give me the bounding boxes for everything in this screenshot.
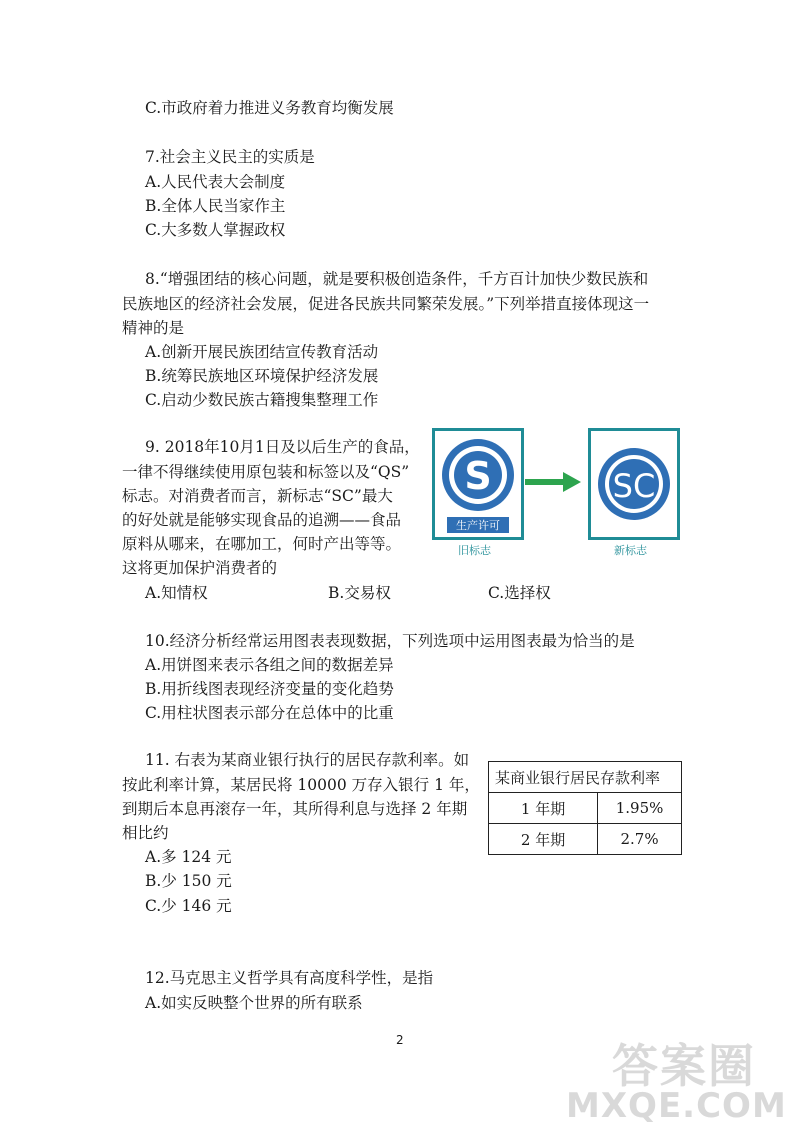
option-q7-c: C.大多数人掌握政权 — [145, 221, 286, 239]
qs-logo-icon — [435, 431, 521, 537]
question-9-line-3: 标志。对消费者而言，新标志“SC”最大 — [122, 487, 393, 505]
option-q9-b: B.交易权 — [328, 584, 391, 602]
table-title: 某商业银行居民存款利率 — [489, 762, 682, 793]
question-8-line-2: 民族地区的经济社会发展，促进各民族共同繁荣发展。”下列举措直接体现这一 — [122, 295, 650, 313]
question-9-line-5: 原料从哪来，在哪加工，何时产出等等。 — [122, 535, 402, 553]
question-11-line-4: 相比约 — [122, 824, 169, 842]
question-8-line-3: 精神的是 — [122, 319, 185, 337]
option-q6-c: C.市政府着力推进义务教育均衡发展 — [145, 99, 394, 117]
qs-label: 生产许可 — [456, 519, 500, 532]
sc-letters: SC — [612, 467, 656, 505]
table-row — [489, 824, 682, 855]
option-q8-b: B.统筹民族地区环境保护经济发展 — [145, 367, 379, 385]
term-cell: 1 年期 — [489, 793, 598, 824]
option-q7-a: A.人民代表大会制度 — [145, 173, 286, 191]
deposit-rate-table — [488, 761, 682, 855]
table-header-row — [489, 762, 682, 793]
rate-cell: 2.7% — [598, 824, 682, 855]
option-q8-a: A.创新开展民族团结宣传教育活动 — [145, 343, 379, 361]
question-11-line-1: 11. 右表为某商业银行执行的居民存款利率。如 — [145, 751, 470, 769]
option-q10-c: C.用柱状图表示部分在总体中的比重 — [145, 704, 394, 722]
option-q11-a: A.多 124 元 — [145, 848, 232, 866]
arrow-right-icon — [525, 470, 581, 498]
question-9-line-2: 一律不得继续使用原包装和标签以及“QS” — [122, 463, 410, 481]
old-logo-caption: 旧标志 — [458, 544, 491, 557]
qs-letter: S — [464, 454, 492, 498]
new-sc-logo — [588, 428, 680, 540]
page-number: 2 — [396, 1033, 404, 1047]
question-12: 12.马克思主义哲学具有高度科学性，是指 — [145, 969, 434, 987]
option-q8-c: C.启动少数民族古籍搜集整理工作 — [145, 391, 379, 409]
question-11-line-2: 按此利率计算，某居民将 10000 万存入银行 1 年， — [122, 776, 480, 794]
watermark-logo: 答案圈 — [612, 1039, 756, 1093]
option-q11-b: B.少 150 元 — [145, 872, 232, 890]
sc-logo-icon — [591, 431, 677, 537]
option-q7-b: B.全体人民当家作主 — [145, 197, 286, 215]
table-row — [489, 793, 682, 824]
question-9-line-1: 9. 2018年10月1日及以后生产的食品， — [145, 438, 420, 456]
watermark-url: MXQE.COM — [566, 1086, 787, 1126]
question-7: 7.社会主义民主的实质是 — [145, 148, 315, 166]
question-9-line-4: 的好处就是能够实现食品的追溯——食品 — [122, 511, 402, 529]
question-8-line-1: 8.“增强团结的核心问题，就是要积极创造条件，千方百计加快少数民族和 — [145, 270, 649, 288]
option-q12-a: A.如实反映整个世界的所有联系 — [145, 994, 363, 1012]
rate-cell: 1.95% — [598, 793, 682, 824]
old-qs-logo — [432, 428, 524, 540]
option-q9-c: C.选择权 — [488, 584, 551, 602]
option-q9-a: A.知情权 — [145, 584, 208, 602]
question-9-line-6: 这将更加保护消费者的 — [122, 559, 278, 577]
question-11-line-3: 到期后本息再滚存一年，其所得利息与选择 2 年期 — [122, 800, 468, 818]
option-q11-c: C.少 146 元 — [145, 897, 232, 915]
new-logo-caption: 新标志 — [614, 544, 647, 557]
option-q10-a: A.用饼图来表示各组之间的数据差异 — [145, 656, 394, 674]
term-cell: 2 年期 — [489, 824, 598, 855]
question-10: 10.经济分析经常运用图表表现数据，下列选项中运用图表最为恰当的是 — [145, 632, 635, 650]
option-q10-b: B.用折线图表现经济变量的变化趋势 — [145, 680, 394, 698]
